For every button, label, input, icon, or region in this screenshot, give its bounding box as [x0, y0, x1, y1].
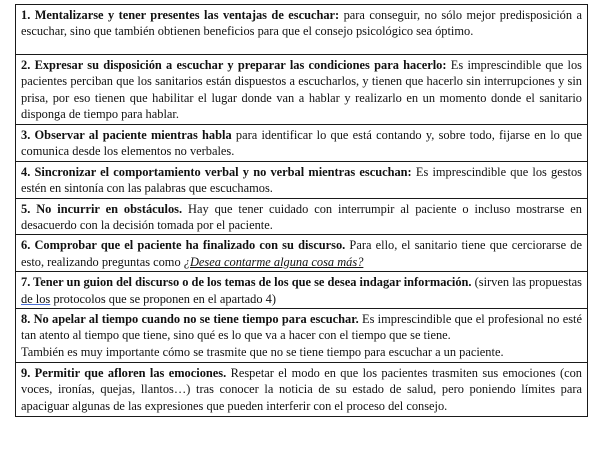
table-row: [16, 161, 588, 198]
step-text: Respetar el modo en que los pacientes trasmiten sus emociones (con voces, ironías, quejas, llantos…) tras conocer la noticia de su estado de salud, pero poniendo límites para apaciguar algunas de las expresiones que pueden interferir con el proceso del consejo.: [21, 366, 582, 413]
step-text: para conseguir, no sólo mejor predisposición a escuchar, sino que también obtienen beneficios para que el consejo psicológico sea óptimo.: [21, 8, 582, 39]
table-row: [16, 125, 588, 162]
table-row: [16, 198, 588, 235]
step-8-cell: [16, 309, 588, 363]
step-text: Hay que tener cuidado con interrumpir al paciente o incluso mostrarse en desacuerdo con la decisión tomada por el paciente.: [21, 201, 582, 233]
step-5-cell: [16, 198, 588, 235]
step-7-cell: [16, 272, 588, 309]
table-row: [16, 309, 588, 363]
step-title: 4. Sincronizar el comportamiento verbal y no verbal mientras escuchan:: [21, 164, 412, 179]
step-6-cell: [16, 235, 588, 272]
step-text: Para ello, el sanitario tiene que cerciorarse de esto, realizando preguntas como: [21, 238, 582, 269]
step-title: 7. Tener un guion del discurso o de los temas de los que se desea indagar información.: [21, 275, 472, 290]
step-9-cell: [16, 363, 588, 417]
step-text-end: protocolos que se proponen en el apartado 4): [50, 291, 276, 306]
step-4-cell: [16, 161, 588, 198]
listening-steps-table: [15, 4, 588, 417]
step-3-cell: [16, 125, 588, 162]
step-text: Es imprescindible que el profesional no esté tan atento al tiempo que tiene, sino qué es lo que va a hacer con el tiempo que se tiene.: [21, 312, 582, 343]
step-title: 1. Mentalizarse y tener presentes las ventajas de escuchar:: [21, 8, 340, 22]
step-text: (sirven las propuestas: [471, 275, 582, 290]
step-title: 6. Comprobar que el paciente ha finalizado con su discurso.: [21, 238, 346, 253]
step-text: Es imprescindible que los pacientes perciban que los sanitarios están dispuestos a escucharlos, y tienen que hacerlo sin interrupciones y sin prisa, por eso tienen que habilitar el lugar donde van a hablar y realizarlo en un momento donde el sanitario disponga de tiempo para hablar.: [21, 58, 582, 122]
step-1-cell: [16, 5, 588, 55]
underlined-text: de los: [21, 291, 51, 306]
table-row: [16, 55, 588, 125]
step-title: 2. Expresar su disposición a escuchar y preparar las condiciones para hacerlo:: [21, 58, 447, 72]
step-title: 3. Observar al paciente mientras habla: [21, 128, 232, 142]
step-extra-text: También es muy importante cómo se trasmite que no se tiene tiempo para escuchar a un paciente.: [21, 344, 504, 359]
table-row: [16, 5, 588, 55]
table-row: [16, 235, 588, 272]
step-title: 8. No apelar al tiempo cuando no se tiene tiempo para escuchar.: [21, 312, 359, 327]
example-question: ¿Desea contarme alguna cosa más?: [183, 254, 364, 269]
table-row: [16, 363, 588, 417]
step-2-cell: [16, 55, 588, 125]
step-title: 5. No incurrir en obstáculos.: [21, 201, 183, 216]
step-text: Es imprescindible que los gestos estén en sintonía con las palabras que escuchamos.: [21, 164, 583, 196]
step-title: 9. Permitir que afloren las emociones.: [21, 366, 227, 381]
table-row: [16, 272, 588, 309]
step-text: para identificar lo que está contando y, sobre todo, fijarse en lo que comunica desde los elementos no verbales.: [21, 128, 582, 159]
